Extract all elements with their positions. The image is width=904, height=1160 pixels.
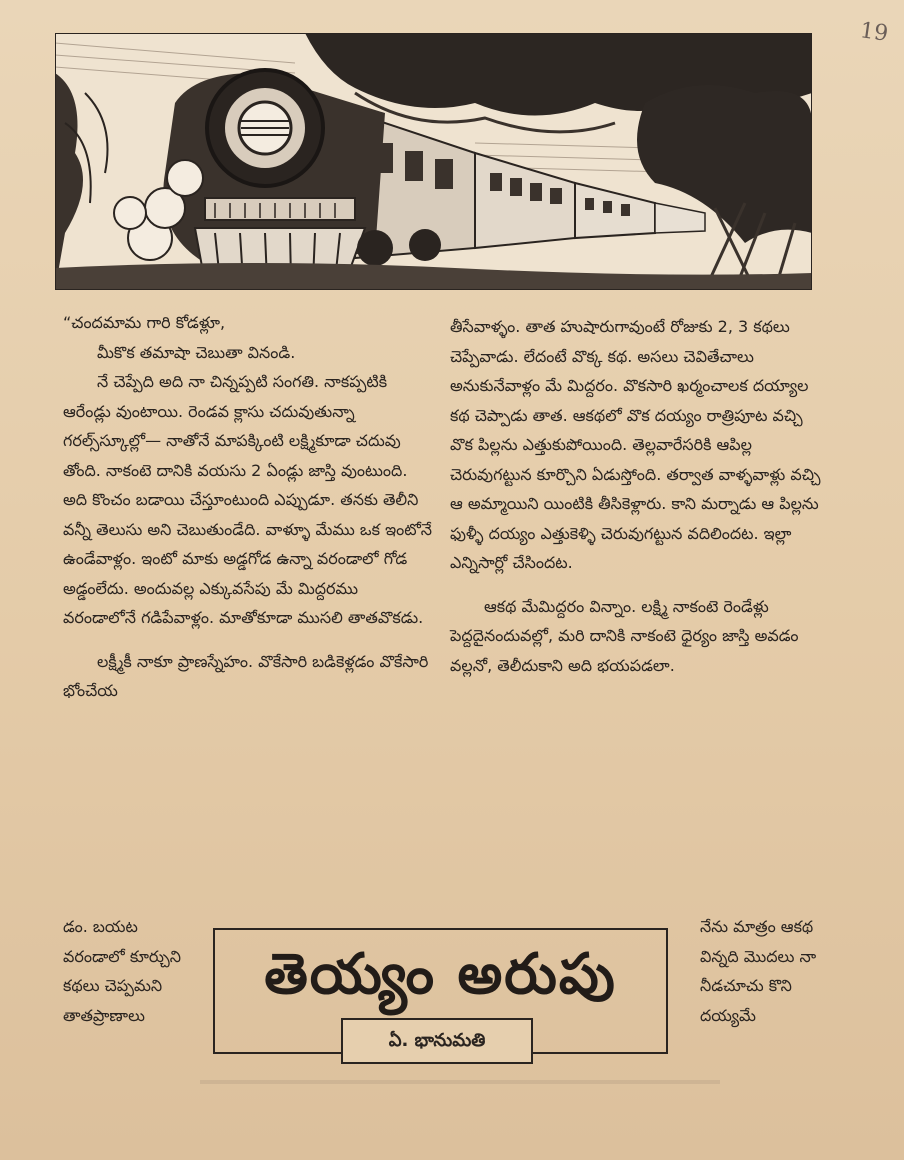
bottom-left-text: [63, 912, 203, 1030]
story-title: తెయ్యం అరుపు: [264, 942, 617, 1007]
steam-train-illustration: [55, 33, 812, 290]
page-number: 19: [858, 18, 890, 47]
print-smudge: [200, 1080, 720, 1084]
story-title-box: [213, 928, 668, 1054]
paragraph-3-continued: డం. బయట వరండాలో కూర్చుని కథలు చెప్పమని తాతప్రాణాలు: [63, 917, 181, 1025]
left-column: [63, 308, 435, 706]
bottom-right-text: [700, 912, 830, 1030]
author-box: [341, 1018, 533, 1064]
paragraph-4: తీసేవాళ్ళం. తాత హుషారుగావుంటే రోజుకు 2, 3 కథలు చెప్పేవాడు. లేదంటే వొక్క కథ. అసలు చెవితేచాలు అనుకునేవాళ్లం మే మిద్దరం. వొకసారి ఖర్మంచాలక దయ్యాల కథ చెప్పాడు తాత. ఆకథలో వొక దయ్యం రాత్రిపూట వచ్చి వొక పిల్లను ఎత్తుకుపోయింది. తెల్లవారేసరికి ఆపిల్ల చెరువుగట్టున కూర్చొని ఏడుస్తోంది. తర్వాత వాళ్ళవాళ్లు వచ్చి ఆ అమ్మాయిని యింటికి తీసికెళ్లారు. కాని మర్నాడు ఆ పిల్లను ఫుళ్ళీ దయ్యం ఎత్తుకెళ్ళి చెరువుగట్టున వదిలిందట. ఇల్లా ఎన్నిసార్లో చేసిందట.: [450, 317, 821, 572]
paragraph-5: ఆకథ మేమిద్దరం విన్నాం. లక్ష్మి నాకంటె రెండేళ్లు పెద్దదైనందువల్లో, మరి దానికి నాకంటె ధైర్యం జాస్తి అవడం వల్లనో, తెలీదుకాని అది భయపడలా.: [450, 596, 799, 675]
greeting-line: “చందమామ గారి కోడళ్లూ,: [63, 313, 226, 332]
author-name: ఏ. భానుమతి: [388, 1030, 486, 1051]
paragraph-1: మీకొక తమాషా చెబుతా వినండి.: [97, 342, 296, 362]
train-drawing: [55, 33, 812, 290]
right-column: [450, 312, 830, 680]
paragraph-6: నేను మాత్రం ఆకథ విన్నది మొదలు నా నీడచూచు కొని దయ్యమే: [700, 917, 817, 1025]
paragraph-2: నే చెప్పేది అది నా చిన్నప్పటి సంగతి. నాకప్పటికి ఆరేండ్లు వుంటాయి. రెండవ క్లాసు చదువుతున్నా గరల్స్‌స్కూల్లో— నాతోనే మాపక్కింటి లక్ష్మికూడా చదువు తోంది. నాకంటె దానికి వయసు 2 ఏండ్లు జాస్తి వుంటుంది. అది కొంచం బడాయి చేస్తూంటుంది ఎప్పుడూ. తనకు తెలీని వన్నీ తెలుసు అని చెబుతుండేది. వాళ్ళూ మేము ఒక ఇంటోనే ఉండేవాళ్లం. ఇంటో మాకు అడ్డగోడ ఉన్నా వరండాలో గోడ అడ్డంలేదు. అందువల్ల ఎక్కువసేపు మే మిద్దరము వరండాలోనే గడిపేవాళ్లం. మాతోకూడా ముసలి తాతవొకడు.: [63, 372, 433, 627]
paragraph-3: లక్ష్మీకీ నాకూ ప్రాణస్నేహం. వొకేసారి బడికెళ్లడం వొకేసారి భోంచేయ: [63, 651, 429, 700]
